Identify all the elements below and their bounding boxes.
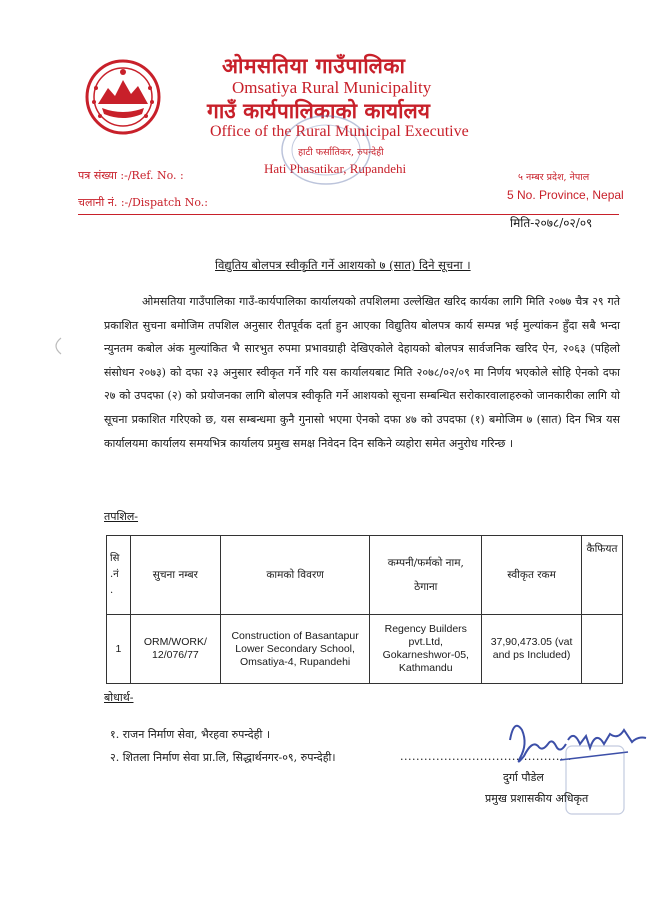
officer-stamp-icon: [560, 740, 630, 820]
bodhartha-label: बोधार्थ-: [104, 691, 134, 704]
tapsil-label: तपशिल-: [104, 510, 139, 523]
letter-date: मिति-२०७८/०२/०९: [510, 216, 593, 230]
municipality-name-nepali: ओमसतिया गाउँपालिका: [222, 53, 406, 78]
office-stamp-icon: [276, 110, 376, 190]
signature-line: ...........................................: [400, 750, 572, 763]
notice-subject: विद्युतिय बोलपत्र स्वीकृति गर्ने आशयको ७ (सात) दिने सूचना ।: [215, 258, 471, 272]
province-nepali: ५ नम्बर प्रदेश, नेपाल: [518, 172, 590, 183]
address-nepali: हाटी फर्सातिकर, रुपन्देही: [298, 147, 384, 158]
cell-approved-amount: 37,90,473.05 (vat and ps Included): [482, 615, 582, 684]
dispatch-number-label: चलानी नं. :-/Dispatch No.:: [78, 196, 208, 209]
address-english: Hati Phasatikar, Rupandehi: [264, 161, 407, 176]
cell-sn: 1: [107, 615, 131, 684]
header-work-description: कामको विवरण: [220, 536, 370, 615]
office-name-nepali: गाउँ कार्यपालिकाको कार्यालय: [207, 98, 430, 123]
header-sn: सि .नं .: [107, 536, 131, 615]
signatory-title: प्रमुख प्रशासकीय अधिकृत: [485, 792, 589, 805]
header-approved-amount: स्वीकृत रकम: [482, 536, 582, 615]
cell-company: Regency Builders pvt.Ltd, Gokarneshwor-05, Kathmandu: [370, 615, 482, 684]
table-header-row: [107, 536, 623, 615]
header-notice-number: सुचना नम्बर: [130, 536, 220, 615]
notice-body: ओमसतिया गाउँपालिका गाउँ-कार्यपालिका कार्यालयको तपशिलमा उल्लेखित खरिद कार्यका लागि मिति २०७७ चैत्र २९ गते प्रकाशित सुचना बमोजिम तपशिल अनुसार रीतपूर्वक दर्ता हुन आएका विद्युतिय बोलपत्र कार्य सम्पन्न भई मुल्यांकन हुँदा सबै भन्दा न्युनतम कबोल अंक मुल्यांकित भै सारभुत रुपमा प्रभावग्राही देखिएकोले देहायको बोलपत्र सार्वजनिक खरिद ऐन, २०६३ (पहिलो संसोधन २०७३) को दफा २३ अनुसार स्वीकृत गर्ने गरि यस कार्यालयबाट मिति २०७८/०२/०९ मा निर्णय भएकोले सोहि ऐनको दफा २७ को उपदफा (२) को प्रयोजनका लागि बोलपत्र स्वीकृति गर्ने आशयको सूचना सम्बन्धित सरोकारवालाहरुको जानकारीका लागि यो सूचना प्रकाशित गरिएको छ, यस सम्बन्धमा कुनै गुनासो भएमा ऐनको दफा ४७ को उपदफा (१) बमोजिम ७ (सात) दिन भित्र यस कार्यालयमा कार्यालय समयभित्र कार्यालय प्रमुख समक्ष निवेदन दिन सकिने व्यहोरा समेत अनुरोध गरिन्छ ।: [104, 295, 620, 450]
punch-hole-mark: [47, 336, 67, 356]
municipality-emblem-icon: [84, 58, 162, 136]
table-row: [107, 615, 623, 684]
cell-notice-number: ORM/WORK/ 12/076/77: [130, 615, 220, 684]
header-remarks: कैफियत: [581, 536, 622, 615]
municipality-name-english: Omsatiya Rural Municipality: [232, 78, 432, 97]
bid-details-table: [106, 535, 623, 684]
cc-item-1: १. राजन निर्माण सेवा, भैरहवा रुपन्देही ।: [110, 728, 271, 741]
signatory-name: दुर्गा पौडेल: [503, 771, 544, 784]
office-name-english: Office of the Rural Municipal Executive: [210, 123, 469, 140]
cc-item-2: २. शितला निर्माण सेवा प्रा.लि, सिद्धार्थनगर-०९, रुपन्देही।: [110, 751, 336, 764]
province-english: 5 No. Province, Nepal: [507, 188, 624, 202]
cell-work-description: Construction of Basantapur Lower Secondary School, Omsatiya-4, Rupandehi: [220, 615, 370, 684]
cell-remarks: [581, 615, 622, 684]
header-company: कम्पनी/फर्मको नाम, ठेगाना: [370, 536, 482, 615]
ref-number-label: पत्र संख्या :-/Ref. No. :: [78, 169, 184, 182]
